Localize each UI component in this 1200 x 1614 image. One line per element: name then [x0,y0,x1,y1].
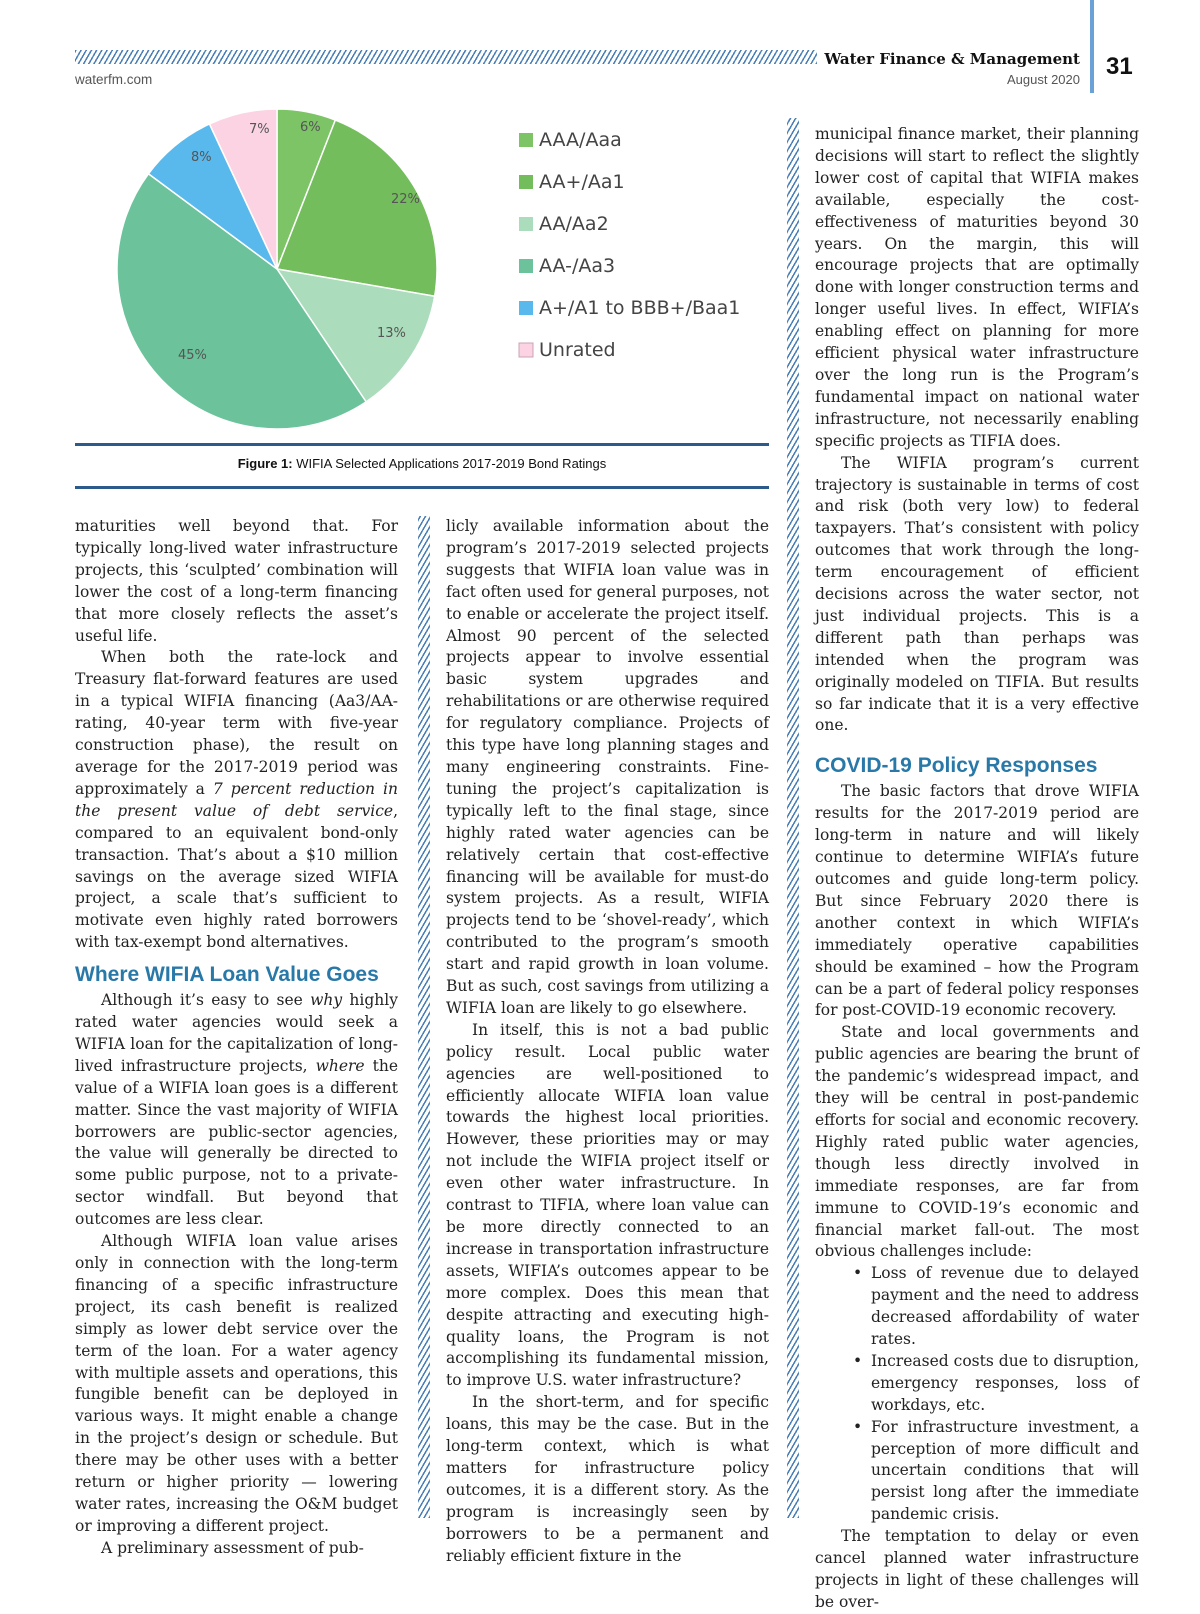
figure-caption [75,456,769,471]
list-item: • Increased costs due to disruption, emergency responses, loss of workdays, etc. [815,1351,1139,1417]
legend-swatch-1 [519,175,533,189]
pie-chart [75,105,769,440]
article-column-3 [815,124,1139,1614]
column-separator-1 [418,516,430,1518]
slice-label-4: 8% [191,150,212,165]
column-separator-2 [787,118,799,1518]
legend-label-4: A+/A1 to BBB+/Baa1 [539,297,741,319]
paragraph: A preliminary assessment of pub- [101,1538,364,1557]
caption-text: WIFIA Selected Applications 2017-2019 Bond Ratings [292,456,607,471]
list-item: • For infrastructure investment, a perception of more difficult and uncertain conditions that will persist long after the immediate pandemic crisis. [815,1417,1139,1527]
slice-label-3: 45% [178,348,207,363]
slice-label-5: 7% [249,122,270,137]
legend-label-0: AAA/Aaa [539,129,622,151]
issue-date: August 2020 [1006,72,1080,87]
section-heading: Where WIFIA Loan Value Goes [75,963,379,987]
paragraph: licly available information about the program’s 2017-2019 selected projects suggests that WIFIA loan value was in fact often used for general purposes, not to enable or accelerate the project itself. Almost 90 percent of the selected projects appear to involve essential basic system upgrades and rehabilitations or are otherwise required for regulatory compliance. Projects of this type have long planning stages and many engineering constraints. Fine-tuning the project’s capitalization is typically left to the final stage, since highly rated water agencies can be relatively certain that cost-effective financing will be available for must-do system projects. As a result, WIFIA projects tend to be ‘shovel-ready’, which contributed to the program’s smooth start and rapid growth in loan volume. But as such, cost savings from utilizing a WIFIA loan are likely to go elsewhere. [446,517,769,1017]
section-heading: COVID-19 Policy Responses [815,754,1098,778]
legend-swatch-4 [519,301,533,315]
paragraph: Although it’s easy to see why highly rated water agencies would seek a WIFIA loan for the capitalization of long-lived infrastructure projects, where the value of a WIFIA loan goes is a different matter. Since the vast majority of WIFIA borrowers are public-sector agencies, the value will generally be directed to some public purpose, not to a private-sector windfall. But beyond that outcomes are less clear. [75,991,398,1229]
header-divider [1090,0,1094,93]
paragraph: The basic factors that drove WIFIA results for the 2017-2019 period are long-term in nature and will likely continue to determine WIFIA’s future outcomes and guide long-term policy. But since February 2020 there is another context in which WIFIA’s immediately operative capabilities should be examined – how the Program can be a part of federal policy responses for post-COVID-19 economic recovery. [815,782,1139,1020]
paragraph: maturities well beyond that. For typically long-lived water infrastructure projects, this ‘sculpted’ combination will lower the cost of a long-term financing that more closely reflects the asset’s useful life. [75,517,398,645]
publication-title: Water Finance & Management [824,50,1080,68]
paragraph: In the short-term, and for specific loans, this may be the case. But in the long-term context, which is what matters for infrastructure policy outcomes, it is a different story. As the program is increasingly seen by borrowers to be a permanent and reliably efficient fixture in the [446,1393,769,1565]
header-hatch-bar [75,50,817,64]
list-item: • Loss of revenue due to delayed payment and the need to address decreased affordability of water rates. [815,1263,1139,1351]
legend-label-3: AA-/Aa3 [539,255,616,277]
slice-label-2: 13% [377,326,406,341]
legend-swatch-3 [519,259,533,273]
legend-label-2: AA/Aa2 [539,213,609,235]
legend-label-1: AA+/Aa1 [539,171,625,193]
figure-bottom-rule [75,486,769,489]
legend-swatch-0 [519,133,533,147]
legend-swatch-5 [519,343,533,357]
legend-label-5: Unrated [539,339,616,361]
article-column-2 [446,516,769,1568]
paragraph: municipal finance market, their planning decisions will start to reflect the slightly lower cost of capital that WIFIA makes available, especially the cost-effectiveness of maturities beyond 30 years. On the margin, this will encourage projects that are optimally done with longer construction terms and longer useful lives. In effect, WIFIA’s enabling effect on planning for more efficient physical water infrastructure over the long run is the Program’s fundamental impact on national water infrastructure, not necessarily enabling specific projects as TIFIA does. [815,125,1139,450]
paragraph: When both the rate-lock and Treasury flat-forward features are used in a typical WIFIA financing (Aa3/AA- rating, 40-year term with five-year construction phase), the result on average for the 2017-2019 period was approximately a 7 percent reduction in the present value of debt service, compared to an equivalent bond-only transaction. That’s about a $10 million savings on the average sized WIFIA project, a scale that’s sufficient to motivate even highly rated borrowers with tax-exempt bond alternatives. [75,648,398,952]
article-column-1 [75,516,398,1560]
paragraph: The temptation to delay or even cancel planned water infrastructure projects in light of these challenges will be over- [815,1527,1139,1611]
slice-label-1: 22% [391,192,420,207]
challenge-list [815,1263,1139,1526]
figure-top-rule [75,443,769,446]
page-number: 31 [1106,53,1133,80]
site-url: waterfm.com [75,72,153,87]
caption-label: Figure 1: [237,456,293,471]
paragraph: State and local governments and public agencies are bearing the brunt of the pandemic’s widespread impact, and they will be central in post-pandemic efforts for social and economic recovery. Highly rated public water agencies, though less directly involved in immediate responses, are far from immune to COVID-19’s economic and financial market fall-out. The most obvious challenges include: [815,1023,1139,1261]
paragraph: The WIFIA program’s current trajectory is sustainable in terms of cost and risk (both very low) to federal taxpayers. That’s consistent with policy outcomes that work through the long-term encouragement of efficient decisions across the water sector, not just individual projects. This is a different path than perhaps was intended when the program was originally modeled on TIFIA. But results so far indicate that it is a very effective one. [815,453,1139,735]
paragraph: In itself, this is not a bad public policy result. Local public water agencies are well-positioned to efficiently allocate WIFIA loan value towards the highest local priorities. However, these priorities may or may not include the WIFIA project itself or even other water infrastructure. In contrast to TIFIA, where loan value can be more directly connected to an increase in transportation infrastructure assets, WIFIA’s outcomes appear to be more complex. Does this mean that despite attracting and executing high-quality loans, the Program is not accomplishing its fundamental mission, to improve U.S. water infrastructure? [446,1020,769,1390]
slice-label-0: 6% [300,120,321,135]
paragraph: Although WIFIA loan value arises only in connection with the long-term financing of a specific infrastructure project, its cash benefit is realized simply as lower debt service over the term of the loan. For a water agency with multiple assets and operations, this fungible benefit can be deployed in various ways. It might enable a change in the project’s design or schedule. But there may be other uses with a better return or higher priority — lowering water rates, increasing the O&M budget or improving a different project. [75,1232,398,1535]
legend-swatch-2 [519,217,533,231]
